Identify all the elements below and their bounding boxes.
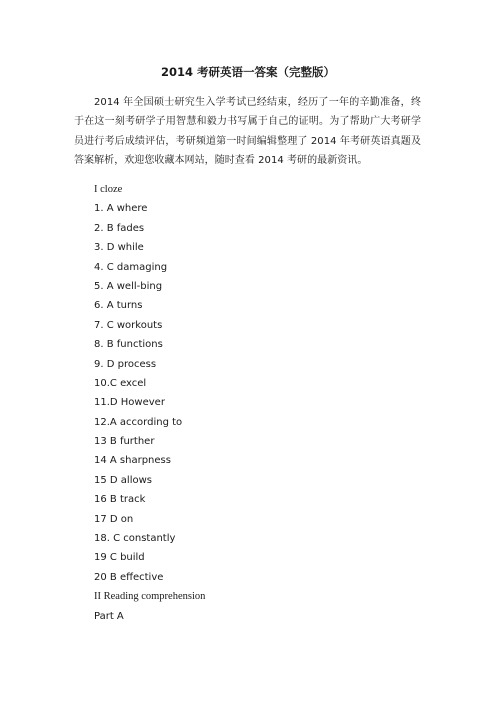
answer-list: [94, 180, 414, 626]
document-title: 2014 考研英语一答案（完整版）: [160, 65, 335, 79]
answer-item: 12.A according to: [94, 416, 183, 428]
answer-item: 7. C workouts: [94, 319, 163, 331]
section-heading-cloze: I cloze: [94, 184, 123, 195]
answer-item: 1. A where: [94, 203, 148, 215]
answer-item: 11.D However: [94, 397, 165, 409]
answer-item: 16 B track: [94, 494, 146, 506]
answer-item: 18. C constantly: [94, 533, 176, 545]
answer-item: 13 B further: [94, 436, 155, 448]
section-heading-reading: II Reading comprehension: [94, 591, 206, 603]
answer-item: 14 A sharpness: [94, 455, 171, 467]
answer-item: 8. B functions: [94, 339, 163, 351]
answer-item: 20 B effective: [94, 571, 164, 583]
answer-item: 10.C excel: [94, 377, 147, 389]
answer-item: 17 D on: [94, 513, 134, 525]
intro-paragraph: 2014 年全国硕士研究生入学考试已经结束，经历了一年的辛勤准备，终于在这一刻考研学子用智慧和毅力书写属于自己的证明。为了帮助广大考研学员进行考后成绩评估，考研频道第一时间编辑整理了 2014 年考研英语真题及答案解析，欢迎您收藏本网站，随时查看 2014 考研的最新资讯。: [74, 97, 421, 167]
answer-item: 5. A well-bing: [94, 280, 163, 292]
answer-item: 9. D process: [94, 358, 157, 370]
answer-item: 6. A turns: [94, 300, 143, 312]
answer-item: 3. D while: [94, 242, 144, 254]
answer-item: 2. B fades: [94, 222, 145, 234]
answer-item: 4. C damaging: [94, 261, 168, 273]
answer-item: 19 C build: [94, 552, 145, 564]
part-heading: Part A: [94, 610, 124, 622]
answer-item: 15 D allows: [94, 474, 152, 486]
